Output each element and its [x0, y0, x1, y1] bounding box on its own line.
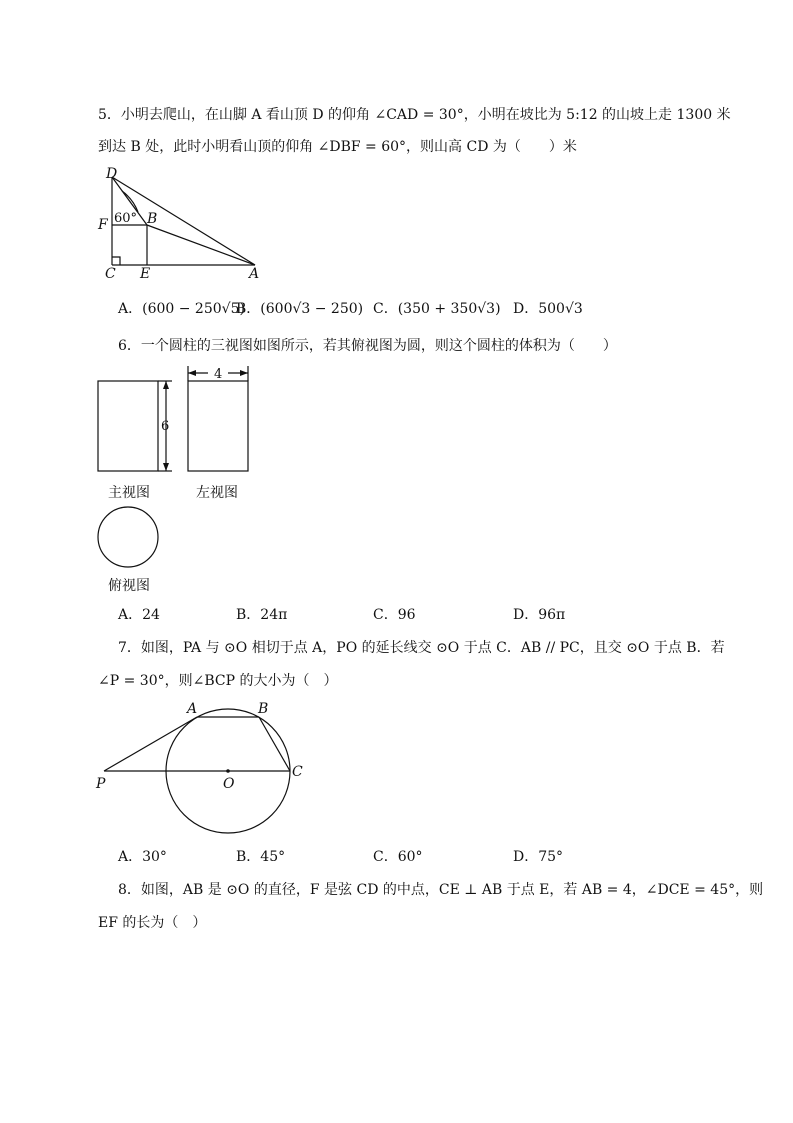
q7-text-line1: 7．如图，PA 与 ⊙O 相切于点 A，PO 的延长线交 ⊙O 于点 C．AB // PC，且交 ⊙O 于点 B．若	[118, 640, 725, 656]
q5-label-f: F	[98, 217, 108, 233]
q6-caption-top: 俯视图	[108, 578, 150, 594]
q7-option-c[interactable]: C．60°	[373, 849, 423, 865]
q5-option-b[interactable]: B．(600√3 − 250)	[236, 301, 364, 317]
q5-option-d[interactable]: D．500√3	[513, 301, 583, 317]
q6-text-line1: 6．一个圆柱的三视图如图所示，若其俯视图为圆，则这个圆柱的体积为（ ）	[118, 338, 617, 354]
q5-option-a[interactable]: A．(600 − 250√5)	[118, 301, 245, 317]
q7-label-o: O	[223, 776, 235, 792]
q6-caption-front: 主视图	[108, 485, 150, 501]
q7-label-p: P	[96, 776, 106, 792]
q7-label-b: B	[258, 701, 269, 717]
q5-label-d: D	[106, 166, 118, 182]
q7-option-b[interactable]: B．45°	[236, 849, 286, 865]
q7-label-a: A	[187, 701, 198, 717]
q5-mountain-figure	[98, 165, 268, 280]
q5-label-angle: 60°	[114, 211, 138, 226]
q5-text-line2: 到达 B 处，此时小明看山顶的仰角 ∠DBF = 60°，则山高 CD 为（ ）米	[98, 139, 577, 155]
q6-option-a[interactable]: A．24	[118, 607, 160, 623]
q6-option-b[interactable]: B．24π	[236, 607, 288, 623]
q6-option-c[interactable]: C．96	[373, 607, 416, 623]
q5-label-a: A	[249, 266, 260, 282]
q6-option-d[interactable]: D．96π	[513, 607, 566, 623]
q5-label-c: C	[105, 266, 116, 282]
q7-option-a[interactable]: A．30°	[118, 849, 167, 865]
q5-text-line1: 5．小明去爬山，在山脚 A 看山顶 D 的仰角 ∠CAD = 30°，小明在坡比为 5:12 的山坡上走 1300 米	[98, 107, 731, 123]
q5-label-b: B	[147, 211, 158, 227]
q8-text-line1: 8．如图，AB 是 ⊙O 的直径，F 是弦 CD 的中点，CE ⊥ AB 于点 E，若 AB = 4，∠DCE = 45°，则	[118, 882, 764, 898]
q5-label-e: E	[140, 266, 151, 282]
q6-caption-left: 左视图	[196, 485, 238, 501]
q7-circle-figure	[94, 700, 314, 840]
q6-dim-width: 4	[214, 367, 223, 382]
q5-option-c[interactable]: C．(350 + 350√3)	[373, 301, 501, 317]
q7-text-line2: ∠P = 30°，则∠BCP 的大小为（ ）	[98, 673, 338, 689]
q7-option-d[interactable]: D．75°	[513, 849, 564, 865]
q8-text-line2: EF 的长为（ ）	[98, 915, 207, 931]
q6-dim-height: 6	[161, 419, 170, 434]
q7-label-c: C	[292, 764, 303, 780]
